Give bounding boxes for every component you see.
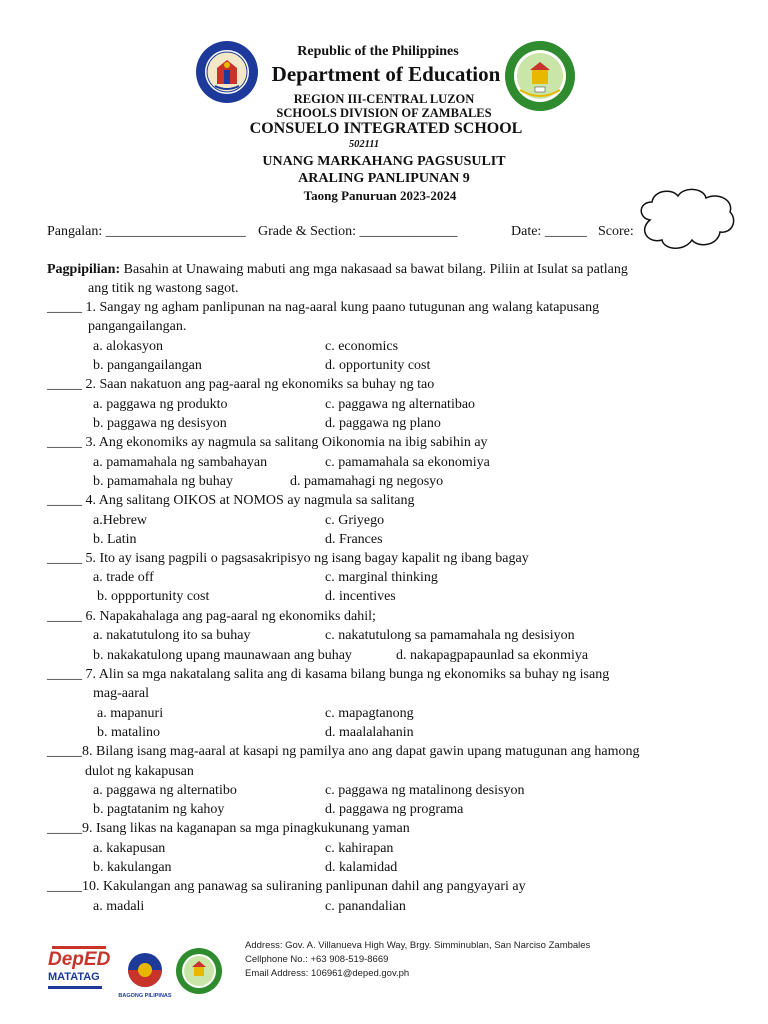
q9-choice-c: c. kahirapan: [325, 841, 394, 856]
q7-choice-a: a. mapanuri: [97, 706, 164, 721]
question-7: _____ 7. Alin sa mga nakatalang salita ang di kasama bilang bunga ng ekonomiks sa buhay ng isang: [47, 667, 610, 682]
q6-choice-a: a. nakatutulong ito sa buhay: [93, 628, 251, 643]
question-3: _____ 3. Ang ekonomiks ay nagmula sa salitang Oikonomia na ibig sabihin ay: [47, 435, 488, 450]
deped-matatag-logo: [48, 946, 110, 998]
instructions-text-1: Basahin at Unawaing mabuti ang mga nakasaad sa bawat bilang. Piliin at Isulat sa patlang: [120, 262, 628, 277]
q2-choice-d: d. paggawa ng plano: [325, 416, 441, 431]
deped-logo-text: DepED: [48, 949, 111, 970]
q6-choice-b: b. nakakatulong upang maunawaan ang buhay: [93, 648, 352, 663]
q9-choice-a: a. kakapusan: [93, 841, 166, 856]
instructions-line-1: [47, 262, 628, 278]
q5-choice-d: d. incentives: [325, 589, 396, 604]
question-1-cont: pangangailangan.: [88, 319, 187, 334]
department-title: Department of Education: [271, 62, 501, 86]
q3-choice-d: d. pamamahagi ng negosyo: [290, 474, 444, 489]
question-5: _____ 5. Ito ay isang pagpili o pagsasakripisyo ng isang bagay kapalit ng ibang bagay: [47, 551, 529, 566]
date-field-label[interactable]: Date: ______: [511, 224, 587, 239]
q4-choice-a: a.Hebrew: [93, 513, 148, 528]
q8-choice-b: b. pagtatanim ng kahoy: [93, 802, 225, 817]
q7-choice-d: d. maalalahanin: [325, 725, 414, 740]
q7-choice-b: b. matalino: [97, 725, 160, 740]
division-line: SCHOOLS DIVISION OF ZAMBALES: [276, 106, 492, 120]
score-cloud-shape: [634, 184, 738, 258]
question-9: _____9. Isang likas na kaganapan sa mga pinagkukunang yaman: [47, 821, 410, 836]
question-1: _____ 1. Sangay ng agham panlipunan na nag-aaral kung paano tutugunan ang walang katapusang: [47, 300, 600, 315]
q5-choice-a: a. trade off: [93, 570, 154, 585]
q6-choice-d: d. nakapagpapaunlad sa ekonmiya: [396, 648, 589, 663]
footer-email: Email Address: 106961@deped.gov.ph: [245, 968, 410, 979]
q4-choice-c: c. Griyego: [325, 513, 385, 528]
q1-choice-c: c. economics: [325, 339, 399, 354]
region-line: REGION III-CENTRAL LUZON: [293, 92, 475, 106]
q1-choice-a: a. alokasyon: [93, 339, 163, 354]
question-2: _____ 2. Saan nakatuon ang pag-aaral ng ekonomiks sa buhay ng tao: [47, 377, 435, 392]
question-7-cont: mag-aaral: [93, 686, 149, 701]
school-id: 502111: [348, 139, 380, 150]
q3-choice-c: c. pamamahala sa ekonomiya: [325, 455, 490, 470]
school-seal-footer-logo: [175, 947, 223, 995]
bagong-pilipinas-logo: [118, 950, 172, 1000]
name-field-label[interactable]: Pangalan: ____________________: [47, 224, 246, 239]
school-name: CONSUELO INTEGRATED SCHOOL: [249, 120, 523, 137]
footer-address: Address: Gov. A. Villanueva High Way, Brgy. Simminublan, San Narciso Zambales: [245, 940, 591, 951]
q4-choice-b: b. Latin: [93, 532, 137, 547]
q8-choice-d: d. paggawa ng programa: [325, 802, 464, 817]
question-10: _____10. Kakulangan ang panawag sa suliraning panlipunan dahil ang pangyayari ay: [47, 879, 526, 894]
question-4: _____ 4. Ang salitang OIKOS at NOMOS ay nagmula sa salitang: [47, 493, 415, 508]
question-6: _____ 6. Napakahalaga ang pag-aaral ng ekonomiks dahil;: [47, 609, 376, 624]
q10-choice-a: a. madali: [93, 899, 145, 914]
q2-choice-b: b. paggawa ng desisyon: [93, 416, 227, 431]
q9-choice-d: d. kalamidad: [325, 860, 398, 875]
question-8: _____8. Bilang isang mag-aaral at kasapi ng pamilya ano ang dapat gawin upang matugunan ang hamong: [47, 744, 640, 759]
republic-line: Republic of the Philippines: [297, 44, 459, 59]
q9-choice-b: b. kakulangan: [93, 860, 172, 875]
svg-text:BAGONG PILIPINAS: BAGONG PILIPINAS: [118, 993, 172, 999]
matatag-logo-text: MATATAG: [48, 971, 100, 983]
instructions-text-2: ang titik ng wastong sagot.: [88, 281, 239, 296]
q8-choice-a: a. paggawa ng alternatibo: [93, 783, 237, 798]
q3-choice-b: b. pamamahala ng buhay: [93, 474, 233, 489]
footer-phone: Cellphone No.: +63 908-519-8669: [245, 954, 389, 965]
score-field-label[interactable]: Score:: [598, 224, 634, 239]
q4-choice-d: d. Frances: [325, 532, 383, 547]
q10-choice-c: c. panandalian: [325, 899, 406, 914]
q5-choice-b: b. oppportunity cost: [97, 589, 210, 604]
q2-choice-c: c. paggawa ng alternatibao: [325, 397, 476, 412]
school-year: Taong Panuruan 2023-2024: [303, 188, 457, 203]
q2-choice-a: a. paggawa ng produkto: [93, 397, 228, 412]
q7-choice-c: c. mapagtanong: [325, 706, 414, 721]
q5-choice-c: c. marginal thinking: [325, 570, 438, 585]
q8-choice-c: c. paggawa ng matalinong desisyon: [325, 783, 525, 798]
subject-title: ARALING PANLIPUNAN 9: [298, 171, 470, 186]
q1-choice-d: d. opportunity cost: [325, 358, 431, 373]
q3-choice-a: a. pamamahala ng sambahayan: [93, 455, 268, 470]
question-8-cont: dulot ng kakapusan: [85, 764, 194, 779]
exam-title: UNANG MARKAHANG PAGSUSULIT: [262, 154, 506, 169]
q6-choice-c: c. nakatutulong sa pamamahala ng desisiyon: [325, 628, 575, 643]
instructions-label: Pagpipilian:: [47, 262, 121, 277]
q1-choice-b: b. pangangailangan: [93, 358, 202, 373]
grade-section-field-label[interactable]: Grade & Section: ______________: [258, 224, 458, 239]
